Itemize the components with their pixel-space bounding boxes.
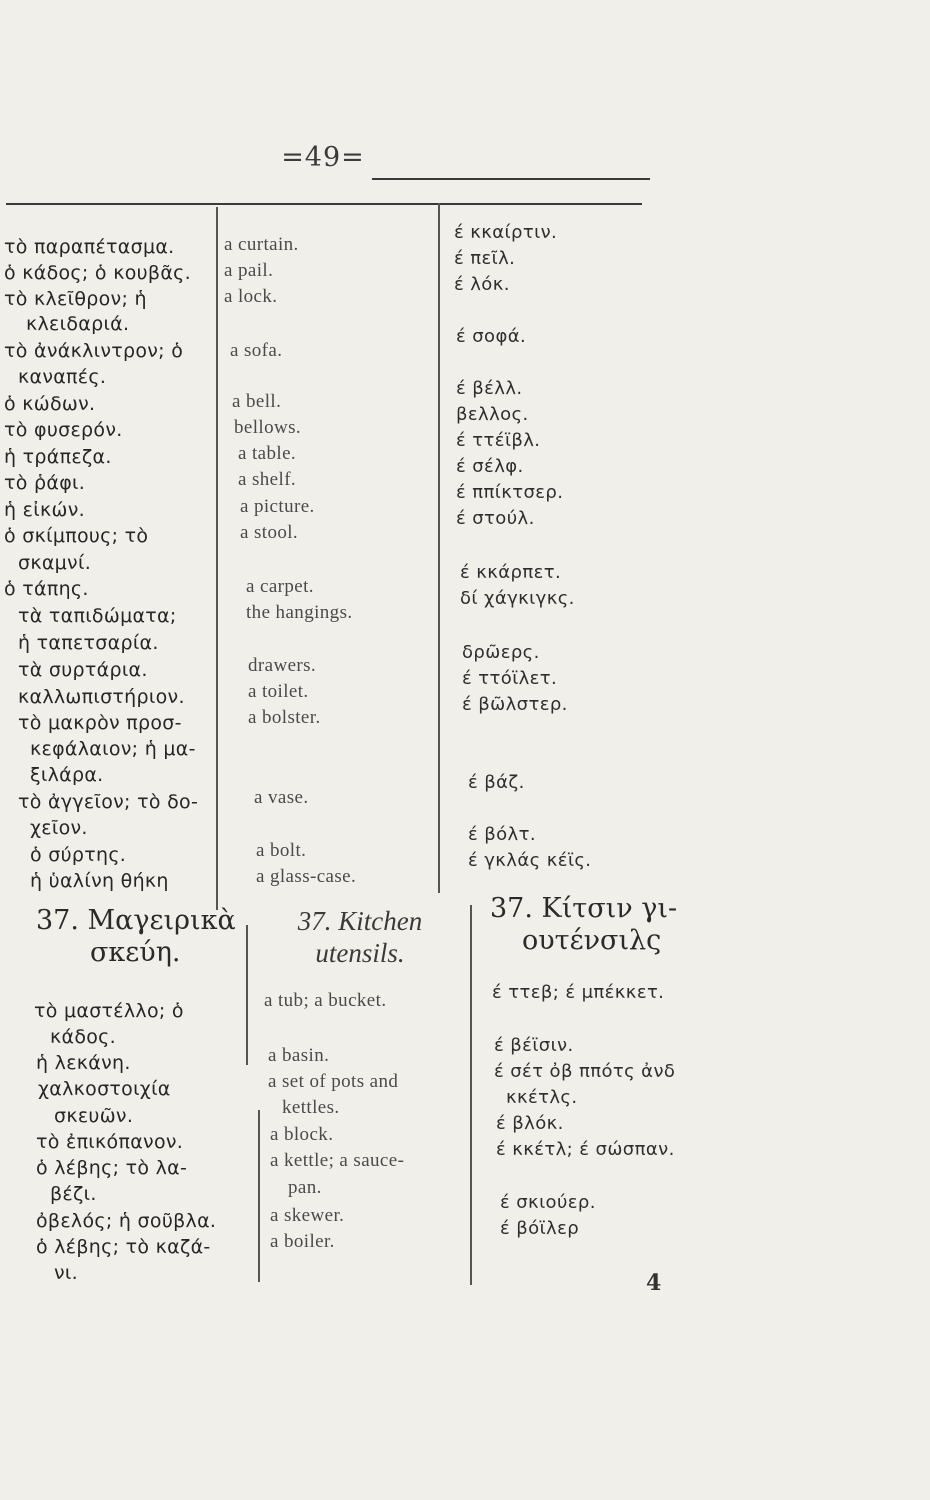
english-line: a shelf.	[238, 469, 297, 490]
section-heading-greek-line-2: σκεύη.	[90, 937, 181, 969]
greek-line: τὸ ἀνάκλιντρον; ὁ	[4, 340, 184, 362]
english-line: a lock.	[224, 286, 278, 307]
translit-line: έ ττόϊλετ.	[462, 668, 558, 689]
greek-line: ὁ κάδος; ὁ κουβᾶς.	[4, 262, 191, 284]
greek-line: τὸ ἐπικόπανον.	[36, 1131, 184, 1153]
greek-line: καλλωπιστήριον.	[18, 686, 185, 708]
section-heading-greek	[36, 905, 236, 970]
translit-line: έ βόλτ.	[468, 824, 536, 845]
english-line: a vase.	[254, 787, 309, 808]
greek-line: ἡ εἰκών.	[4, 499, 85, 521]
signature-mark: 4	[646, 1270, 662, 1296]
header-rule-upper	[372, 178, 650, 180]
column-divider-right-lower	[470, 905, 472, 1285]
english-line: the hangings.	[246, 602, 353, 623]
english-line: a bolt.	[256, 840, 307, 861]
english-line: a sofa.	[230, 340, 283, 361]
english-line: a kettle; a sauce-	[270, 1150, 405, 1171]
translit-line: έ βλόκ.	[496, 1113, 564, 1134]
translit-line: βελλος.	[456, 404, 529, 425]
english-line: a basin.	[268, 1045, 330, 1066]
section-heading-translit-line-2: ουτένσιλς	[522, 925, 662, 957]
translit-line: έ βέϊσιν.	[494, 1035, 574, 1056]
translit-line: έ βάζ.	[468, 772, 525, 793]
english-line: a toilet.	[248, 681, 309, 702]
greek-line: τὸ μαστέλλο; ὁ	[34, 1000, 184, 1022]
translit-line: έ βέλλ.	[456, 378, 523, 399]
greek-line: κάδος.	[50, 1026, 116, 1048]
english-line: a stool.	[240, 522, 299, 543]
english-line: a table.	[238, 443, 297, 464]
english-line: pan.	[288, 1177, 322, 1198]
greek-line: τὸ κλεῖθρον; ἡ	[4, 288, 147, 310]
translit-line: έ σέτ ὀβ ππότς ἀνδ	[494, 1061, 676, 1082]
translit-line: έ στούλ.	[456, 508, 535, 529]
column-divider-right	[438, 203, 440, 893]
translit-line: έ ππίκτσερ.	[456, 482, 564, 503]
greek-line: καναπές.	[18, 366, 107, 388]
greek-line: ὁ τάπης.	[4, 578, 89, 600]
greek-line: ὁ σκίμπους; τὸ	[4, 525, 149, 547]
section-heading-translit	[490, 893, 677, 958]
greek-line: σκαμνί.	[18, 552, 92, 574]
english-line: kettles.	[282, 1097, 340, 1118]
greek-line: ἡ λεκάνη.	[36, 1052, 131, 1074]
english-line: a set of pots and	[268, 1071, 399, 1092]
column-divider-left	[216, 207, 218, 910]
greek-line: νι.	[54, 1262, 78, 1284]
greek-line: τὰ ταπιδώματα;	[18, 605, 177, 627]
section-heading-english-line-1: 37. Kitchen	[297, 906, 423, 936]
translit-line: έ βῶλστερ.	[462, 694, 568, 715]
section-heading-english	[255, 905, 465, 970]
translit-line: έ ττεβ; έ μπέκκετ.	[492, 982, 665, 1003]
greek-line: ὁ σύρτης.	[30, 844, 127, 866]
greek-line: ξιλάρα.	[30, 764, 104, 786]
greek-line: τὸ παραπέτασμα.	[4, 236, 175, 258]
translit-line: έ λόκ.	[454, 274, 510, 295]
header-rule-lower	[6, 203, 642, 205]
greek-line: ὁ λέβης; τὸ λα-	[36, 1157, 188, 1179]
greek-line: ἡ τράπεζα.	[4, 446, 112, 468]
english-line: a block.	[270, 1124, 334, 1145]
greek-line: τὸ φυσερόν.	[4, 419, 123, 441]
greek-line: ἡ ταπετσαρία.	[18, 632, 159, 654]
translit-line: δί χάγκιγκς.	[460, 588, 575, 609]
english-line: drawers.	[248, 655, 317, 676]
translit-line: έ πεῖλ.	[454, 248, 516, 269]
english-line: a bolster.	[248, 707, 321, 728]
english-line: a glass-case.	[256, 866, 357, 887]
column-divider-left-lower	[246, 925, 248, 1065]
greek-line: σκευῶν.	[54, 1105, 134, 1127]
english-line: a tub; a bucket.	[264, 990, 387, 1011]
translit-line: έ βόϊλερ	[500, 1218, 580, 1239]
greek-line: βέζι.	[50, 1183, 97, 1205]
section-heading-greek-line-1: 37. Μαγειρικὰ	[36, 905, 236, 936]
english-line: bellows.	[234, 417, 302, 438]
translit-line: δρῶερς.	[462, 642, 540, 663]
section-heading-english-line-2: utensils.	[315, 938, 405, 969]
greek-line: χαλκοστοιχία	[38, 1078, 171, 1100]
translit-line: έ ττέϊβλ.	[456, 430, 541, 451]
translit-line: κκέτλς.	[506, 1087, 578, 1108]
translit-line: έ κκέτλ; έ σώσπαν.	[496, 1139, 675, 1160]
english-line: a boiler.	[270, 1231, 335, 1252]
translit-line: έ σέλφ.	[456, 456, 524, 477]
greek-line: ὁ λέβης; τὸ καζά-	[36, 1236, 211, 1258]
greek-line: κεφάλαιον; ἡ μα-	[30, 738, 196, 760]
english-line: a carpet.	[246, 576, 314, 597]
greek-line: ὁ κώδων.	[4, 393, 96, 415]
greek-line: τὸ μακρὸν προσ-	[18, 712, 182, 734]
greek-line: τὰ συρτάρια.	[18, 659, 148, 681]
greek-line: τὸ ἀγγεῖον; τὸ δο-	[18, 791, 199, 813]
english-line: a bell.	[232, 391, 282, 412]
page-number: =49=	[281, 142, 365, 173]
english-line: a pail.	[224, 260, 274, 281]
greek-line: ἡ ὑαλίνη θήκη	[30, 870, 169, 892]
translit-line: έ σκιούερ.	[500, 1192, 596, 1213]
english-line: a picture.	[240, 496, 315, 517]
translit-line: έ σοφά.	[456, 326, 527, 347]
greek-line: κλειδαριά.	[26, 313, 130, 335]
greek-line: χεῖον.	[30, 817, 88, 839]
english-line: a curtain.	[224, 234, 299, 255]
translit-line: έ κκάρπετ.	[460, 562, 562, 583]
translit-line: έ κκαίρτιν.	[454, 222, 558, 243]
greek-line: ὀβελός; ἡ σοῦβλα.	[36, 1210, 217, 1232]
section-heading-translit-line-1: 37. Κίτσιν γι-	[490, 893, 678, 924]
translit-line: έ γκλάς κέϊς.	[468, 850, 592, 871]
greek-line: τὸ ῥάφι.	[4, 472, 86, 494]
english-line: a skewer.	[270, 1205, 345, 1226]
column-divider-left-bottom	[258, 1110, 260, 1282]
